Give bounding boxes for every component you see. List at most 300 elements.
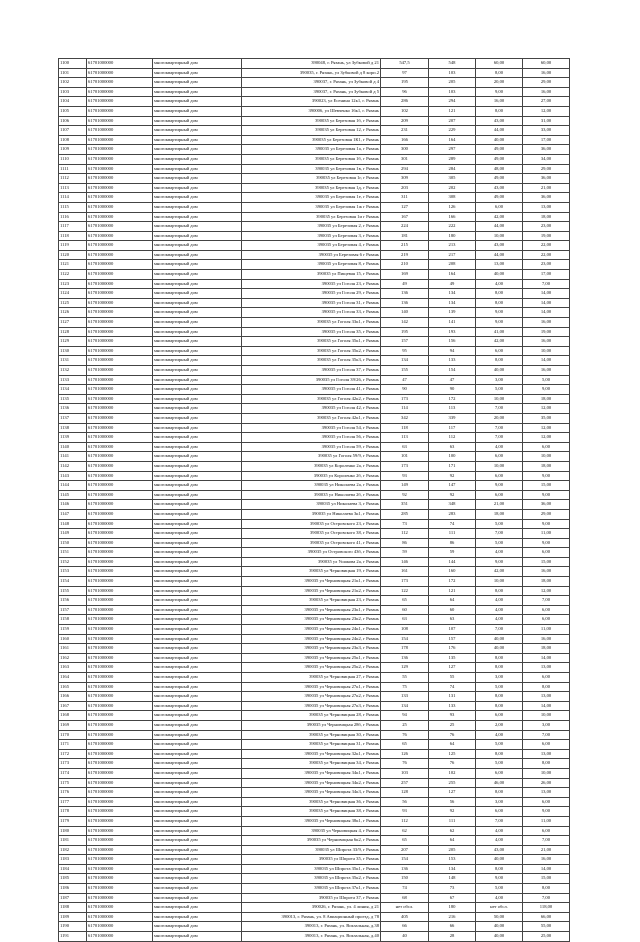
building-type-cell: многоквартирный дом bbox=[153, 97, 242, 107]
address-cell: 390035 ул Гоголя 42к1, г Рязань bbox=[242, 413, 381, 423]
oktmo-code-cell: 61701000000 bbox=[87, 461, 153, 471]
address-cell: 390035 ул Черновицкая 31, г Рязань bbox=[242, 740, 381, 750]
value-a-cell: 127 bbox=[429, 663, 476, 673]
value-b-cell: 20,00 bbox=[476, 413, 523, 423]
table-row bbox=[59, 567, 570, 577]
value-b-cell: 44,00 bbox=[476, 222, 523, 232]
value-c-cell: 9,00 bbox=[523, 807, 570, 817]
value-c-cell: 14,00 bbox=[523, 289, 570, 299]
value-b-cell: 4,00 bbox=[476, 615, 523, 625]
oktmo-code-cell: 61701000000 bbox=[87, 692, 153, 702]
value-b-cell: 13,00 bbox=[476, 260, 523, 270]
oktmo-code-cell: 61701000000 bbox=[87, 394, 153, 404]
oktmo-code-cell: 61701000000 bbox=[87, 836, 153, 846]
value-c-cell: 16,00 bbox=[523, 855, 570, 865]
table-row bbox=[59, 183, 570, 193]
value-a-cell: 55 bbox=[429, 673, 476, 683]
value-c-cell: 18,00 bbox=[523, 394, 570, 404]
building-type-cell: многоквартирный дом bbox=[153, 788, 242, 798]
oktmo-code-cell: 61701000000 bbox=[87, 442, 153, 452]
value-a-cell: 76 bbox=[429, 759, 476, 769]
value-c-cell: 15,00 bbox=[523, 481, 570, 491]
value-a-cell: 103 bbox=[429, 68, 476, 78]
building-type-cell: многоквартирный дом bbox=[153, 270, 242, 280]
value-c-cell: 55,00 bbox=[523, 922, 570, 932]
value-b-cell: 43,00 bbox=[476, 241, 523, 251]
area-cell: 63 bbox=[381, 442, 429, 452]
value-b-cell: 6,00 bbox=[476, 711, 523, 721]
value-a-cell: 141 bbox=[429, 318, 476, 328]
address-cell: 390035 ул Черновицкая 38, г Рязань bbox=[242, 807, 381, 817]
value-b-cell: 8,00 bbox=[476, 864, 523, 874]
address-cell: 390035 ул Черновицкая 27, г Рязань bbox=[242, 673, 381, 683]
area-cell: 126 bbox=[381, 749, 429, 759]
row-number-cell: 1146 bbox=[59, 500, 87, 510]
value-a-cell: 76 bbox=[429, 730, 476, 740]
address-cell: 390035 ул Островского 43б, г Рязань bbox=[242, 548, 381, 558]
value-b-cell: 9,00 bbox=[476, 308, 523, 318]
address-cell: 390035 ул Березовая 6 г Рязань bbox=[242, 250, 381, 260]
value-b-cell: 9,00 bbox=[476, 874, 523, 884]
value-a-cell: 107 bbox=[429, 625, 476, 635]
value-b-cell: 9,00 bbox=[476, 557, 523, 567]
row-number-cell: 1104 bbox=[59, 97, 87, 107]
oktmo-code-cell: 61701000000 bbox=[87, 778, 153, 788]
building-type-cell: многоквартирный дом bbox=[153, 433, 242, 443]
address-cell: 390035 ул Черновицкая 34, г Рязань bbox=[242, 759, 381, 769]
area-cell: 140 bbox=[381, 308, 429, 318]
row-number-cell: 1175 bbox=[59, 778, 87, 788]
value-b-cell: 7,00 bbox=[476, 816, 523, 826]
row-number-cell: 1154 bbox=[59, 577, 87, 587]
value-a-cell: 64 bbox=[429, 836, 476, 846]
value-b-cell: 4,00 bbox=[476, 836, 523, 846]
value-c-cell: 16,00 bbox=[523, 87, 570, 97]
value-c-cell: 14,00 bbox=[523, 864, 570, 874]
value-c-cell: 8,00 bbox=[523, 884, 570, 894]
value-a-cell: 133 bbox=[429, 356, 476, 366]
value-b-cell: 49,00 bbox=[476, 145, 523, 155]
oktmo-code-cell: 61701000000 bbox=[87, 164, 153, 174]
value-c-cell: 11,00 bbox=[523, 529, 570, 539]
table-row bbox=[59, 596, 570, 606]
address-cell: 390035 ул Короленко 2б, г Рязань bbox=[242, 471, 381, 481]
building-type-cell: многоквартирный дом bbox=[153, 260, 242, 270]
oktmo-code-cell: 61701000000 bbox=[87, 682, 153, 692]
row-number-cell: 1166 bbox=[59, 692, 87, 702]
row-number-cell: 1119 bbox=[59, 241, 87, 251]
address-cell: 390013, г. Рязань, ул. 8 Авиационный проезд, д 78 bbox=[242, 912, 381, 922]
value-a-cell: 156 bbox=[429, 337, 476, 347]
value-c-cell: 9,00 bbox=[523, 471, 570, 481]
value-a-cell: 59 bbox=[429, 548, 476, 558]
value-c-cell: 6,00 bbox=[523, 740, 570, 750]
row-number-cell: 1149 bbox=[59, 529, 87, 539]
value-c-cell: 13,00 bbox=[523, 692, 570, 702]
value-c-cell: 23,00 bbox=[523, 260, 570, 270]
value-a-cell: 176 bbox=[429, 644, 476, 654]
building-type-cell: многоквартирный дом bbox=[153, 874, 242, 884]
oktmo-code-cell: 61701000000 bbox=[87, 202, 153, 212]
building-type-cell: многоквартирный дом bbox=[153, 663, 242, 673]
row-number-cell: 1144 bbox=[59, 481, 87, 491]
area-cell: 161 bbox=[381, 567, 429, 577]
building-type-cell: многоквартирный дом bbox=[153, 519, 242, 529]
row-number-cell: 1103 bbox=[59, 87, 87, 97]
value-c-cell: 13,00 bbox=[523, 788, 570, 798]
value-b-cell: 40,00 bbox=[476, 932, 523, 942]
address-cell: 390037, г. Рязань, ул Зубковой д 5 bbox=[242, 87, 381, 97]
oktmo-code-cell: 61701000000 bbox=[87, 270, 153, 280]
area-cell: 207 bbox=[381, 845, 429, 855]
table-row bbox=[59, 318, 570, 328]
value-a-cell: 103 bbox=[429, 87, 476, 97]
value-a-cell: 144 bbox=[429, 557, 476, 567]
value-b-cell: нет обсл. bbox=[476, 903, 523, 913]
value-c-cell: 29,00 bbox=[523, 509, 570, 519]
area-cell: 166 bbox=[381, 135, 429, 145]
row-number-cell: 1107 bbox=[59, 126, 87, 136]
value-c-cell: 36,00 bbox=[523, 174, 570, 184]
value-a-cell: 86 bbox=[429, 538, 476, 548]
value-b-cell: 42,00 bbox=[476, 212, 523, 222]
value-b-cell: 48,00 bbox=[476, 164, 523, 174]
value-a-cell: 213 bbox=[429, 241, 476, 251]
address-cell: 390035 ул Шпрота 37, г Рязань bbox=[242, 893, 381, 903]
oktmo-code-cell: 61701000000 bbox=[87, 279, 153, 289]
table-row bbox=[59, 864, 570, 874]
building-type-cell: многоквартирный дом bbox=[153, 673, 242, 683]
address-cell: 390035 ул Гоголя 31, г Рязань bbox=[242, 298, 381, 308]
building-type-cell: многоквартирный дом bbox=[153, 644, 242, 654]
area-cell: 173 bbox=[381, 461, 429, 471]
oktmo-code-cell: 61701000000 bbox=[87, 452, 153, 462]
address-cell: 390035 ул Черновицкая 23к2, г Рязань bbox=[242, 615, 381, 625]
building-type-cell: многоквартирный дом bbox=[153, 826, 242, 836]
address-cell: 390035 ул Черновицкая 23к3, г Рязань bbox=[242, 644, 381, 654]
oktmo-code-cell: 61701000000 bbox=[87, 509, 153, 519]
value-a-cell: 134 bbox=[429, 289, 476, 299]
value-a-cell: 180 bbox=[429, 903, 476, 913]
value-a-cell: 548 bbox=[429, 59, 476, 69]
area-cell: 56 bbox=[381, 797, 429, 807]
value-b-cell: 2,00 bbox=[476, 720, 523, 730]
table-row bbox=[59, 452, 570, 462]
building-type-cell: многоквартирный дом bbox=[153, 529, 242, 539]
oktmo-code-cell: 61701000000 bbox=[87, 154, 153, 164]
table-row bbox=[59, 912, 570, 922]
row-number-cell: 1187 bbox=[59, 893, 87, 903]
oktmo-code-cell: 61701000000 bbox=[87, 59, 153, 69]
oktmo-code-cell: 61701000000 bbox=[87, 864, 153, 874]
building-type-cell: многоквартирный дом bbox=[153, 557, 242, 567]
table-row bbox=[59, 442, 570, 452]
row-number-cell: 1190 bbox=[59, 922, 87, 932]
row-number-cell: 1111 bbox=[59, 164, 87, 174]
address-cell: 390035 ул Березовая 1в, г Рязань bbox=[242, 164, 381, 174]
building-type-cell: многоквартирный дом bbox=[153, 778, 242, 788]
value-c-cell: 12,00 bbox=[523, 433, 570, 443]
value-a-cell: 47 bbox=[429, 375, 476, 385]
table-row bbox=[59, 59, 570, 69]
value-b-cell: 4,00 bbox=[476, 548, 523, 558]
oktmo-code-cell: 61701000000 bbox=[87, 231, 153, 241]
address-cell: 390035 ул Черновицкая 27к2, г Рязань bbox=[242, 692, 381, 702]
table-row bbox=[59, 174, 570, 184]
area-cell: 294 bbox=[381, 164, 429, 174]
oktmo-code-cell: 61701000000 bbox=[87, 126, 153, 136]
row-number-cell: 1161 bbox=[59, 644, 87, 654]
value-c-cell: 22,00 bbox=[523, 241, 570, 251]
value-c-cell: 118,00 bbox=[523, 903, 570, 913]
address-cell: 390035 ул Черновицкая 28, г Рязань bbox=[242, 711, 381, 721]
area-cell: 547,5 bbox=[381, 59, 429, 69]
area-cell: 285 bbox=[381, 509, 429, 519]
value-a-cell: 157 bbox=[429, 634, 476, 644]
value-c-cell: 15,00 bbox=[523, 874, 570, 884]
building-type-cell: многоквартирный дом bbox=[153, 116, 242, 126]
value-c-cell: 5,00 bbox=[523, 375, 570, 385]
building-type-cell: многоквартирный дом bbox=[153, 366, 242, 376]
value-a-cell: 255 bbox=[429, 778, 476, 788]
building-type-cell: многоквартирный дом bbox=[153, 912, 242, 922]
value-c-cell: 16,00 bbox=[523, 318, 570, 328]
value-b-cell: 8,00 bbox=[476, 663, 523, 673]
table-row bbox=[59, 433, 570, 443]
value-c-cell: 17,00 bbox=[523, 135, 570, 145]
address-cell: 390035 ул Гоголя 59, г Рязань bbox=[242, 442, 381, 452]
area-cell: 154 bbox=[381, 855, 429, 865]
table-row bbox=[59, 673, 570, 683]
address-cell: 390035 ул Шпрота 35к1, г Рязань bbox=[242, 864, 381, 874]
table-row bbox=[59, 720, 570, 730]
area-cell: 300 bbox=[381, 145, 429, 155]
address-cell: 390035 ул Черновицкая 19, г Рязань bbox=[242, 567, 381, 577]
value-b-cell: 7,00 bbox=[476, 404, 523, 414]
value-c-cell: 10,00 bbox=[523, 711, 570, 721]
value-b-cell: 4,00 bbox=[476, 442, 523, 452]
row-number-cell: 1115 bbox=[59, 202, 87, 212]
area-cell: 73 bbox=[381, 519, 429, 529]
row-number-cell: 1130 bbox=[59, 346, 87, 356]
value-b-cell: 4,00 bbox=[476, 893, 523, 903]
value-c-cell: 6,00 bbox=[523, 442, 570, 452]
table-row bbox=[59, 692, 570, 702]
row-number-cell: 1124 bbox=[59, 289, 87, 299]
building-type-cell: многоквартирный дом bbox=[153, 241, 242, 251]
building-type-cell: многоквартирный дом bbox=[153, 903, 242, 913]
row-number-cell: 1139 bbox=[59, 433, 87, 443]
value-a-cell: 202 bbox=[429, 183, 476, 193]
area-cell: 75 bbox=[381, 682, 429, 692]
table-row bbox=[59, 423, 570, 433]
value-b-cell: 21,00 bbox=[476, 500, 523, 510]
row-number-cell: 1116 bbox=[59, 212, 87, 222]
area-cell: 47 bbox=[381, 375, 429, 385]
oktmo-code-cell: 61701000000 bbox=[87, 423, 153, 433]
value-a-cell: 56 bbox=[429, 797, 476, 807]
row-number-cell: 1158 bbox=[59, 615, 87, 625]
address-cell: 390037, г. Рязань, ул Зубковой д 4 bbox=[242, 78, 381, 88]
table-row bbox=[59, 788, 570, 798]
value-b-cell: 7,00 bbox=[476, 423, 523, 433]
address-cell: 390035 ул Гоголя 56, г Рязань bbox=[242, 433, 381, 443]
table-row bbox=[59, 356, 570, 366]
oktmo-code-cell: 61701000000 bbox=[87, 375, 153, 385]
area-cell: 136 bbox=[381, 864, 429, 874]
row-number-cell: 1151 bbox=[59, 548, 87, 558]
row-number-cell: 1120 bbox=[59, 250, 87, 260]
building-type-cell: многоквартирный дом bbox=[153, 337, 242, 347]
value-b-cell: 42,00 bbox=[476, 567, 523, 577]
value-a-cell: 100 bbox=[429, 452, 476, 462]
oktmo-code-cell: 61701000000 bbox=[87, 327, 153, 337]
value-c-cell: 16,00 bbox=[523, 567, 570, 577]
oktmo-code-cell: 61701000000 bbox=[87, 625, 153, 635]
row-number-cell: 1167 bbox=[59, 701, 87, 711]
building-type-cell: многоквартирный дом bbox=[153, 471, 242, 481]
area-cell: 128 bbox=[381, 788, 429, 798]
value-b-cell: 43,00 bbox=[476, 116, 523, 126]
value-a-cell: 92 bbox=[429, 490, 476, 500]
oktmo-code-cell: 61701000000 bbox=[87, 586, 153, 596]
value-b-cell: 44,00 bbox=[476, 250, 523, 260]
area-cell: 405 bbox=[381, 912, 429, 922]
value-b-cell: 4,00 bbox=[476, 826, 523, 836]
table-row bbox=[59, 270, 570, 280]
table-row bbox=[59, 135, 570, 145]
address-cell: 390035 ул Николаева 2б, г Рязань bbox=[242, 490, 381, 500]
address-cell: 390035 ул Черновицкая 27к1, г Рязань bbox=[242, 682, 381, 692]
row-number-cell: 1153 bbox=[59, 567, 87, 577]
oktmo-code-cell: 61701000000 bbox=[87, 874, 153, 884]
building-type-cell: многоквартирный дом bbox=[153, 356, 242, 366]
value-a-cell: 148 bbox=[429, 874, 476, 884]
value-c-cell: 10,00 bbox=[523, 452, 570, 462]
value-b-cell: 8,00 bbox=[476, 749, 523, 759]
value-a-cell: 63 bbox=[429, 442, 476, 452]
oktmo-code-cell: 61701000000 bbox=[87, 797, 153, 807]
table-row bbox=[59, 145, 570, 155]
table-row bbox=[59, 797, 570, 807]
area-cell: 136 bbox=[381, 653, 429, 663]
value-c-cell: 21,00 bbox=[523, 845, 570, 855]
area-cell: 173 bbox=[381, 577, 429, 587]
address-cell: 390035 ул Николаева 3, г Рязань bbox=[242, 500, 381, 510]
value-b-cell: 40,00 bbox=[476, 644, 523, 654]
table-row bbox=[59, 519, 570, 529]
oktmo-code-cell: 61701000000 bbox=[87, 116, 153, 126]
value-c-cell: 36,00 bbox=[523, 193, 570, 203]
oktmo-code-cell: 61701000000 bbox=[87, 855, 153, 865]
building-type-cell: многоквартирный дом bbox=[153, 404, 242, 414]
row-number-cell: 1101 bbox=[59, 68, 87, 78]
value-b-cell: 10,00 bbox=[476, 231, 523, 241]
area-cell: 65 bbox=[381, 596, 429, 606]
table-row bbox=[59, 653, 570, 663]
value-b-cell: 40,00 bbox=[476, 855, 523, 865]
address-cell: 390035 ул Гоголя 33, г Рязань bbox=[242, 308, 381, 318]
area-cell: 93 bbox=[381, 471, 429, 481]
row-number-cell: 1145 bbox=[59, 490, 87, 500]
building-type-cell: многоквартирный дом bbox=[153, 490, 242, 500]
value-c-cell: 18,00 bbox=[523, 577, 570, 587]
value-a-cell: 125 bbox=[429, 749, 476, 759]
table-row bbox=[59, 298, 570, 308]
table-row bbox=[59, 241, 570, 251]
oktmo-code-cell: 61701000000 bbox=[87, 529, 153, 539]
table-row bbox=[59, 701, 570, 711]
building-type-cell: многоквартирный дом bbox=[153, 500, 242, 510]
value-c-cell: 19,00 bbox=[523, 327, 570, 337]
value-b-cell: 5,00 bbox=[476, 884, 523, 894]
area-cell: 86 bbox=[381, 538, 429, 548]
address-cell: 390035 ул Николаева 3к1, г Рязань bbox=[242, 509, 381, 519]
value-b-cell: 5,00 bbox=[476, 385, 523, 395]
building-type-cell: многоквартирный дом bbox=[153, 106, 242, 116]
area-cell: 195 bbox=[381, 78, 429, 88]
table-row bbox=[59, 126, 570, 136]
address-cell: 390035 ул Черновицкая 34к3, г Рязань bbox=[242, 788, 381, 798]
value-a-cell: 134 bbox=[429, 864, 476, 874]
value-b-cell: 9,00 bbox=[476, 481, 523, 491]
row-number-cell: 1174 bbox=[59, 768, 87, 778]
oktmo-code-cell: 61701000000 bbox=[87, 615, 153, 625]
building-type-cell: многоквартирный дом bbox=[153, 615, 242, 625]
value-c-cell: 8,00 bbox=[523, 682, 570, 692]
table-body bbox=[59, 59, 570, 942]
address-cell: 390013, г. Рязань, ул. Вокзальная, д.40 bbox=[242, 932, 381, 942]
value-c-cell: 18,00 bbox=[523, 461, 570, 471]
row-number-cell: 1126 bbox=[59, 308, 87, 318]
value-a-cell: 25 bbox=[429, 720, 476, 730]
row-number-cell: 1160 bbox=[59, 634, 87, 644]
area-cell: 65 bbox=[381, 740, 429, 750]
value-c-cell: 12,00 bbox=[523, 404, 570, 414]
row-number-cell: 1140 bbox=[59, 442, 87, 452]
oktmo-code-cell: 61701000000 bbox=[87, 768, 153, 778]
value-b-cell: 46,00 bbox=[476, 778, 523, 788]
table-row bbox=[59, 615, 570, 625]
building-type-cell: многоквартирный дом bbox=[153, 231, 242, 241]
oktmo-code-cell: 61701000000 bbox=[87, 433, 153, 443]
value-c-cell: 12,00 bbox=[523, 106, 570, 116]
building-type-cell: многоквартирный дом bbox=[153, 634, 242, 644]
building-type-cell: многоквартирный дом bbox=[153, 797, 242, 807]
value-b-cell: 4,00 bbox=[476, 596, 523, 606]
oktmo-code-cell: 61701000000 bbox=[87, 106, 153, 116]
table-row bbox=[59, 884, 570, 894]
value-c-cell: 16,00 bbox=[523, 337, 570, 347]
housing-register-table bbox=[58, 58, 570, 942]
oktmo-code-cell: 61701000000 bbox=[87, 413, 153, 423]
value-c-cell: 18,00 bbox=[523, 644, 570, 654]
address-cell: 390035 ул Гоголя 59/9, г Рязань bbox=[242, 452, 381, 462]
value-c-cell: 31,00 bbox=[523, 116, 570, 126]
value-b-cell: 10,00 bbox=[476, 461, 523, 471]
value-b-cell: 6,00 bbox=[476, 471, 523, 481]
table-row bbox=[59, 308, 570, 318]
value-b-cell: 41,00 bbox=[476, 327, 523, 337]
table-row bbox=[59, 605, 570, 615]
building-type-cell: многоквартирный дом bbox=[153, 394, 242, 404]
oktmo-code-cell: 61701000000 bbox=[87, 346, 153, 356]
oktmo-code-cell: 61701000000 bbox=[87, 634, 153, 644]
address-cell: 390035 ул Черновицкая 25к1, г Рязань bbox=[242, 653, 381, 663]
table-row bbox=[59, 663, 570, 673]
row-number-cell: 1155 bbox=[59, 586, 87, 596]
table-row bbox=[59, 932, 570, 942]
